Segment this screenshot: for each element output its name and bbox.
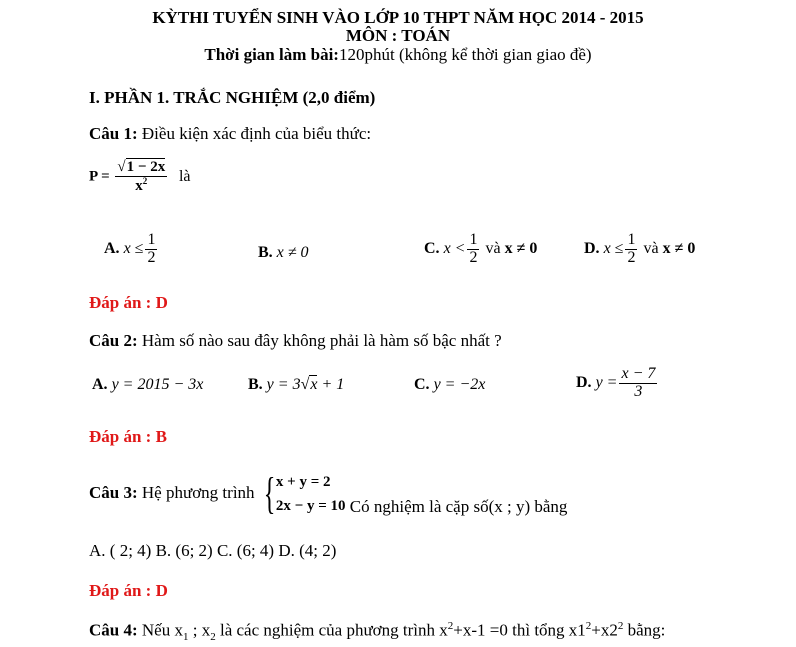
q1-option-a xyxy=(104,232,159,267)
q1-text: Điều kiện xác định của biểu thức: xyxy=(137,124,372,143)
time-value: 120phút (không kể thời gian giao đề) xyxy=(338,45,592,64)
q4-t5: +x2 xyxy=(591,620,618,640)
q1-d-expr: x ≤ xyxy=(603,239,624,257)
q1-c-den: 2 xyxy=(469,248,478,266)
exam-subject: MÔN : TOÁN xyxy=(345,26,451,45)
q3-answer: Đáp án : D xyxy=(89,581,168,600)
q3-options: A. ( 2; 4) B. (6; 2) C. (6; 4) D. (4; 2) xyxy=(89,541,337,560)
q1-option-d xyxy=(584,232,695,267)
q1-a-den: 2 xyxy=(147,248,156,266)
q1-label: Câu 1: xyxy=(89,124,138,143)
q2-b-label: B. xyxy=(248,376,263,393)
q1-denominator xyxy=(115,177,167,195)
question-2 xyxy=(89,331,502,351)
q1-after: là xyxy=(178,167,191,185)
q4-t3: là các nghiệm của phương trình x xyxy=(215,620,448,640)
q2-option-d xyxy=(576,366,659,401)
q1-c-frac xyxy=(467,232,479,267)
q1-d-cond: x ≠ 0 xyxy=(662,239,696,257)
question-3 xyxy=(89,470,567,518)
q2-label: Câu 2: xyxy=(89,331,138,350)
q2-d-num: x − 7 xyxy=(621,365,656,382)
q2-c-expr: y = −2x xyxy=(433,376,486,393)
q4-t1: Nếu x xyxy=(137,620,183,640)
q2-option-a xyxy=(92,376,203,394)
q2-a-expr: y = 2015 − 3x xyxy=(111,376,204,393)
q1-c-num: 1 xyxy=(469,231,478,248)
q1-a-num: 1 xyxy=(147,231,156,248)
q1-c-cond: x ≠ 0 xyxy=(504,239,538,257)
q4-s2: 2 xyxy=(210,631,216,644)
q1-answer: Đáp án : D xyxy=(89,293,168,312)
q2-option-b: B. y = 3√x + 1 xyxy=(248,376,345,393)
q3-brace: { xyxy=(263,469,276,518)
section-title: I. PHẦN 1. TRẮC NGHIỆM (2,0 điểm) xyxy=(89,88,376,107)
q2-c-label: C. xyxy=(414,376,430,393)
q3-equations xyxy=(276,470,346,518)
q1-denom-exp: 2 xyxy=(142,175,148,186)
q1-a-label: A. xyxy=(104,239,120,257)
exam-title: KỲTHI TUYỂN SINH VÀO LỚP 10 THPT NĂM HỌC 2014 - 2015 xyxy=(152,8,644,27)
q3-eq1: x + y = 2 xyxy=(275,474,331,490)
q1-option-b xyxy=(258,244,309,262)
q1-d-label: D. xyxy=(584,239,600,257)
q1-b-expr: x ≠ 0 xyxy=(276,244,309,261)
q2-d-label: D. xyxy=(576,373,592,391)
q2-b-pre: y = 3 xyxy=(266,376,301,393)
q4-t2: ; x xyxy=(188,620,211,640)
q1-fraction xyxy=(115,160,167,195)
q4-e2: 2 xyxy=(585,620,592,632)
q3-after: Có nghiệm là cặp số(x ; y) bằng xyxy=(345,496,568,516)
exam-time xyxy=(0,45,796,65)
q2-d-pre: y = xyxy=(595,373,618,391)
q4-t6: bằng: xyxy=(623,620,666,640)
q2-d-den: 3 xyxy=(634,382,643,400)
q1-c-and: và xyxy=(485,239,501,257)
q4-t4: +x-1 =0 thì tổng x1 xyxy=(453,620,586,640)
q4-label: Câu 4: xyxy=(89,620,138,640)
q1-p-eq: = xyxy=(97,168,114,185)
q1-option-c xyxy=(424,232,537,267)
q1-c-label: C. xyxy=(424,239,440,257)
question-1 xyxy=(89,124,371,144)
q3-label: Câu 3: xyxy=(89,482,138,502)
q2-text: Hàm số nào sau đây không phải là hàm số bậc nhất ? xyxy=(137,331,502,350)
question-4 xyxy=(89,620,665,643)
q2-answer: Đáp án : B xyxy=(89,427,167,446)
q2-b-post: + 1 xyxy=(317,376,345,393)
q1-radicand: 1 − 2x xyxy=(126,159,166,175)
q1-c-expr: x < xyxy=(443,239,466,257)
q2-a-label: A. xyxy=(92,376,108,393)
q3-system xyxy=(259,470,346,518)
q1-expression xyxy=(89,160,191,195)
q2-d-frac xyxy=(619,366,657,401)
q1-numerator: √1 − 2x xyxy=(117,159,166,175)
q1-b-label: B. xyxy=(258,244,273,261)
q1-d-num: 1 xyxy=(627,231,636,248)
q3-text: Hệ phương trình xyxy=(137,482,259,502)
q4-s1: 1 xyxy=(182,631,189,644)
q1-a-expr: x ≤ xyxy=(123,239,144,257)
q4-e1: 2 xyxy=(447,620,454,632)
q4-e3: 2 xyxy=(617,620,624,632)
time-label: Thời gian làm bài: xyxy=(204,45,339,64)
q1-d-frac xyxy=(625,232,637,267)
q1-a-frac xyxy=(145,232,157,267)
q1-denom-base: x xyxy=(135,177,143,194)
q1-p-var: P xyxy=(89,168,98,185)
q2-option-c xyxy=(414,376,485,394)
q2-b-rad: x xyxy=(310,376,318,393)
q3-eq2: 2x − y = 10 xyxy=(275,498,346,514)
q1-d-den: 2 xyxy=(627,248,636,266)
q1-d-and: và xyxy=(643,239,659,257)
